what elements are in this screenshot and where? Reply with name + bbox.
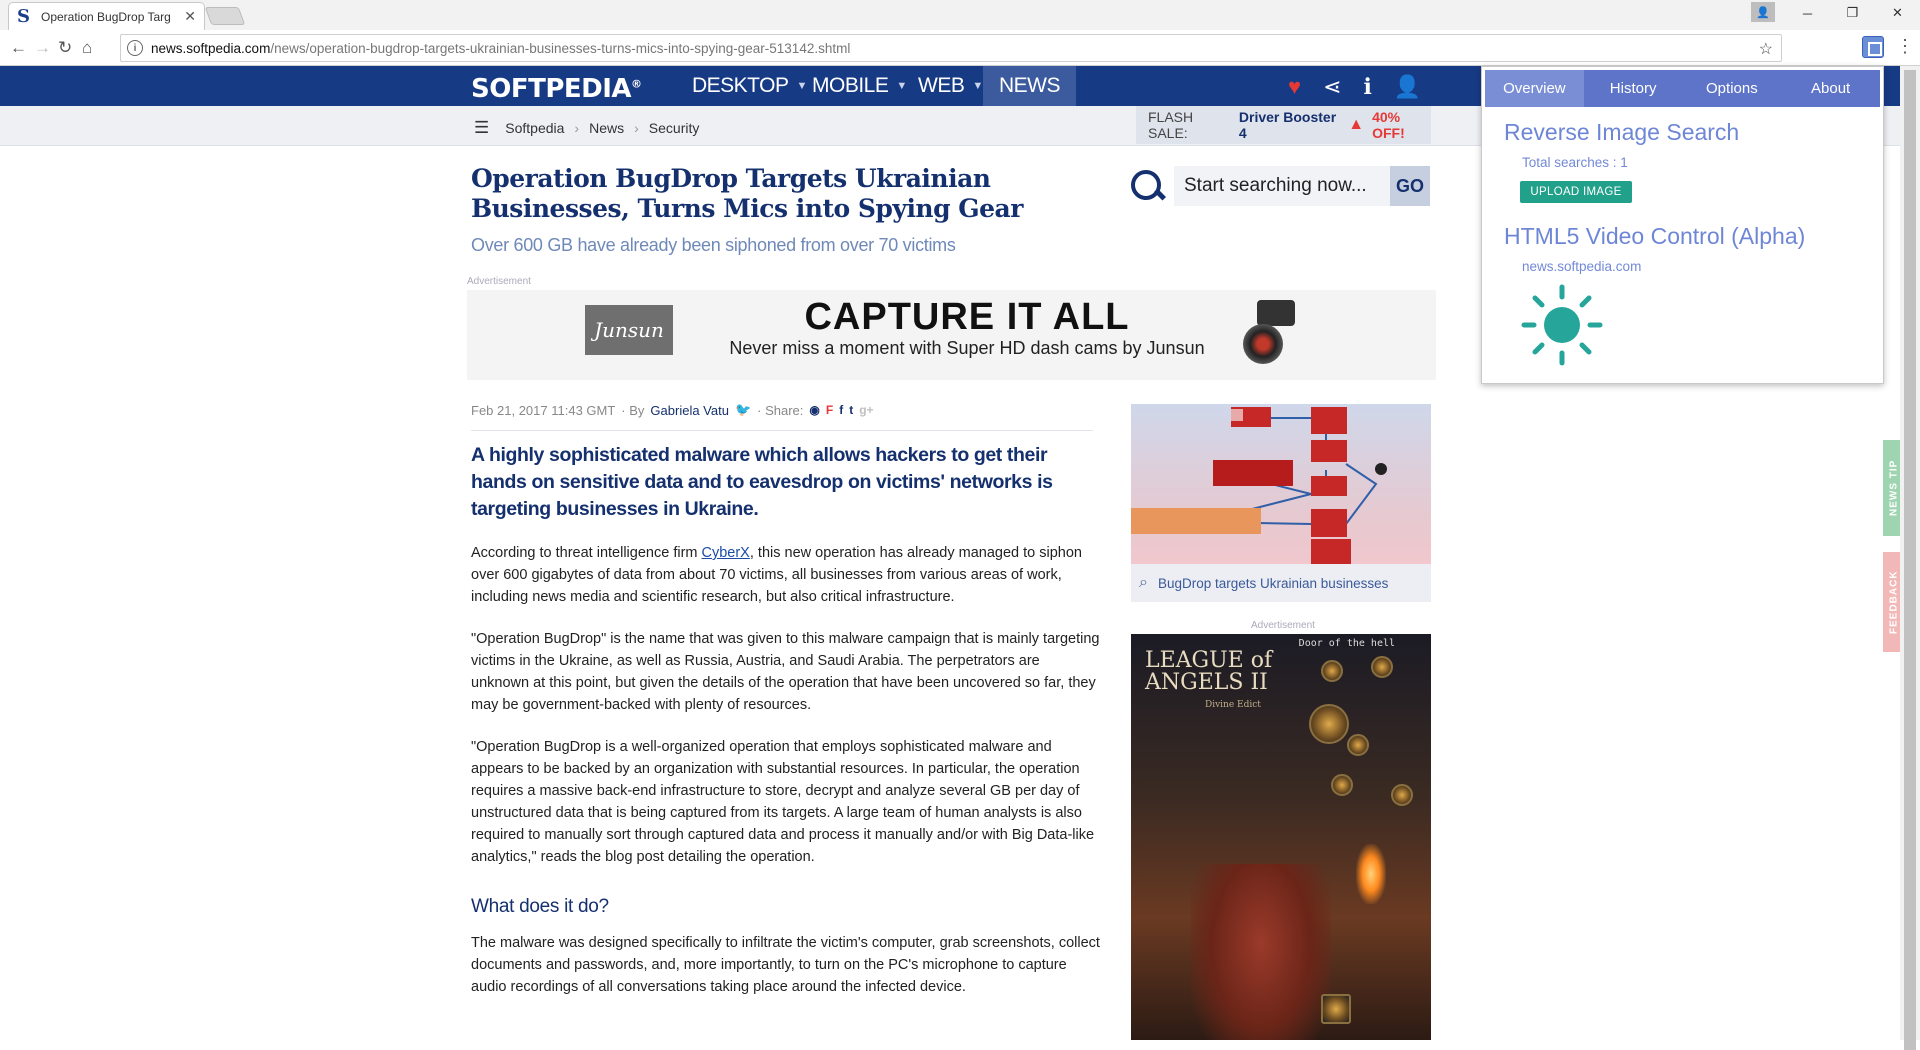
extension-popup [1481, 66, 1884, 384]
softpedia-logo[interactable]: SOFTPEDIA® [471, 74, 642, 104]
breadcrumb-security[interactable]: Security [648, 120, 700, 136]
nav-web[interactable]: WEB ▼ [918, 74, 983, 97]
rune-icon [1309, 704, 1349, 744]
article-author[interactable]: Gabriela Vatu [650, 402, 729, 418]
site-info-icon[interactable]: i [127, 40, 143, 56]
malware-diagram-image [1131, 404, 1431, 564]
tab-about[interactable]: About [1811, 80, 1851, 97]
page-scrollbar[interactable] [1900, 66, 1920, 1040]
article-paragraph-3: "Operation BugDrop is a well-organized operation that employs sophisticated malware and appears to be backed by an organization with substantial resources. In particular, the operation requires a massive back-end infrastructure to store, decrypt and analyze several GB per day of unstructured data that is being captured from its targets. A large team of human analysts is also required to manually sort through captured data and process it manually and/or with Big Data-like analytics," reads the blog post detailing the operation. [471, 739, 1095, 865]
article-paragraph-4: The malware was designed specifically to infiltrate the victim's computer, grab screenshots, collect documents and passwords, and, more importantly, to turn on the PC's microphone to capture audio recordings of all conversations taking place around the infected device. [471, 935, 1100, 995]
tab-history[interactable]: History [1609, 80, 1657, 97]
article-lead: A highly sophisticated malware which allows hackers to get their hands on sensitive data and to eavesdrop on victims' networks is targeting businesses in Ukraine. [471, 444, 1053, 520]
search-icon[interactable] [1128, 167, 1166, 205]
info-icon[interactable]: ℹ [1363, 74, 1372, 99]
rune-icon [1371, 656, 1393, 678]
reddit-icon[interactable]: ◉ [809, 403, 820, 417]
twitter-share-icon[interactable]: t [849, 403, 854, 417]
nav-icons [1288, 74, 1421, 100]
torch-image [1356, 844, 1386, 904]
twitter-icon[interactable]: 🐦 [734, 402, 752, 417]
close-window-button[interactable]: ✕ [1892, 5, 1903, 20]
flash-sale-discount: 40% OFF! [1372, 109, 1405, 141]
upload-image-button[interactable]: UPLOAD IMAGE [1520, 181, 1632, 203]
article-subtitle: Over 600 GB have already been siphoned from over 70 victims [471, 235, 956, 255]
url-host: news.softpedia.com [151, 40, 271, 56]
article-figure[interactable] [1131, 404, 1431, 602]
flash-sale-banner[interactable] [1136, 106, 1431, 144]
meta-divider [471, 430, 1093, 431]
flash-sale-product: Driver Booster 4 [1238, 109, 1337, 141]
article-paragraph-1: According to threat intelligence firm CyberX, this new operation has already managed to siphon over 600 gigabytes of data from about 70 victims, all businesses from various areas of work, including news media and scientific research, but also critical infrastructure. [471, 545, 1082, 605]
google-plus-icon[interactable]: g+ [859, 403, 874, 417]
hamburger-menu-icon[interactable]: ☰ [474, 118, 490, 137]
home-icon[interactable]: ⌂ [82, 38, 93, 57]
article-subheading: What does it do? [471, 896, 609, 917]
profile-icon[interactable]: 👤 [1751, 2, 1775, 22]
figure-caption: ⌕ BugDrop targets Ukrainian businesses [1139, 574, 1389, 591]
html5-video-control-title: HTML5 Video Control (Alpha) [1504, 223, 1806, 249]
article-date: Feb 21, 2017 11:43 GMT [471, 402, 616, 418]
banner-tagline: Never miss a moment with Super HD dash cams by Junsun [729, 338, 1205, 358]
facebook-icon[interactable]: f [839, 403, 844, 417]
forward-arrow-icon[interactable]: → [34, 38, 51, 57]
ad-label-sidebar: Advertisement [1251, 620, 1315, 631]
browser-tab[interactable] [8, 2, 205, 30]
game-ad-title: LEAGUE of ANGELS II Divine Edict [1145, 648, 1273, 710]
scrollbar-thumb[interactable] [1904, 70, 1916, 1050]
nav-news[interactable]: NEWS [983, 66, 1076, 106]
rune-icon [1347, 734, 1369, 756]
article-by: · By [621, 402, 645, 418]
chevron-down-icon: ▼ [896, 80, 907, 92]
heart-icon[interactable]: ♥ [1288, 74, 1302, 99]
feedback-tab[interactable]: FEEDBACK [1883, 552, 1905, 652]
rune-icon [1321, 660, 1343, 682]
search-input[interactable]: Start searching now... [1174, 166, 1390, 206]
user-icon[interactable]: 👤 [1393, 74, 1422, 99]
bookmark-star-icon[interactable]: ☆ [1758, 41, 1773, 58]
ad-label: Advertisement [467, 276, 531, 287]
flash-sale-label: FLASH SALE: [1148, 109, 1194, 141]
breadcrumb-news[interactable]: News [589, 120, 625, 136]
tab-title: Operation BugDrop Targ [41, 9, 171, 24]
brightness-sun-icon[interactable] [1520, 283, 1604, 367]
share-label: · Share: [757, 402, 804, 418]
game-ad[interactable] [1131, 634, 1431, 1040]
rune-icon [1331, 774, 1353, 796]
chevron-down-icon: ▼ [796, 80, 807, 92]
tab-overview[interactable]: Overview [1485, 70, 1584, 107]
rune-icon [1321, 994, 1351, 1024]
dashcam-banner-ad[interactable] [467, 290, 1436, 380]
close-tab-icon[interactable]: ✕ [184, 8, 196, 24]
banner-headline: CAPTURE IT ALL [804, 296, 1130, 338]
browser-toolbar [0, 30, 1920, 66]
minimize-button[interactable]: ─ [1802, 5, 1813, 21]
chevron-down-icon: ▼ [972, 80, 983, 92]
dashcam-image [1243, 290, 1303, 370]
rune-icon [1391, 784, 1413, 806]
breadcrumb-softpedia[interactable]: Softpedia [505, 120, 565, 136]
restore-button[interactable]: ❐ [1846, 5, 1859, 20]
game-ad-door-label: Door of the hell [1298, 638, 1395, 649]
warning-icon: ▲ [1348, 116, 1365, 133]
extension-icon[interactable] [1862, 36, 1884, 58]
flipboard-icon[interactable]: F [825, 403, 834, 417]
url-path: /news/operation-bugdrop-targets-ukrainian-businesses-turns-mics-into-spying-gear-513142.shtml [270, 40, 851, 56]
tab-options[interactable]: Options [1706, 80, 1758, 97]
reload-icon[interactable]: ↻ [58, 38, 73, 57]
window-controls [1751, 0, 1920, 26]
breadcrumb [474, 118, 699, 138]
junsun-logo: Junsun [585, 305, 673, 355]
news-tip-tab[interactable]: NEWS TIP [1883, 440, 1905, 536]
zoom-icon[interactable]: ⌕ [1139, 574, 1148, 591]
search-go-button[interactable]: GO [1390, 166, 1430, 206]
video-control-site: news.softpedia.com [1522, 259, 1642, 274]
nav-mobile[interactable]: MOBILE ▼ [812, 74, 907, 97]
total-searches: Total searches : 1 [1522, 155, 1628, 170]
article-title: Operation BugDrop Targets Ukrainian Businesses, Turns Mics into Spying Gear [471, 164, 1023, 223]
popup-tabs [1485, 70, 1880, 107]
share-icon[interactable]: ⋖ [1323, 74, 1342, 99]
new-tab-button[interactable] [205, 7, 246, 25]
article-meta [471, 402, 874, 418]
reverse-image-search-title: Reverse Image Search [1504, 119, 1740, 145]
softpedia-favicon-icon: S [17, 5, 30, 27]
address-bar[interactable] [120, 34, 1782, 62]
nav-desktop[interactable]: DESKTOP ▼ [692, 74, 807, 97]
tab-strip [0, 0, 1920, 30]
breadcrumb-separator: › [574, 120, 580, 136]
cyberx-link[interactable]: CyberX [701, 545, 750, 561]
site-search [1128, 166, 1430, 206]
hero-image [1191, 864, 1331, 1040]
breadcrumb-separator: › [634, 120, 639, 136]
back-arrow-icon[interactable]: ← [10, 38, 27, 57]
browser-menu-icon[interactable]: ⋮ [1896, 36, 1914, 56]
article-paragraph-2: "Operation BugDrop" is the name that was given to this malware campaign that is mainly targeting victims in the Ukraine, as well as Russia, Austria, and Saudi Arabia. The perpetrators are unknown at this point, but given the details of the operation that have been uncovered so far, they may be government-backed with plenty of resources. [471, 631, 1100, 713]
